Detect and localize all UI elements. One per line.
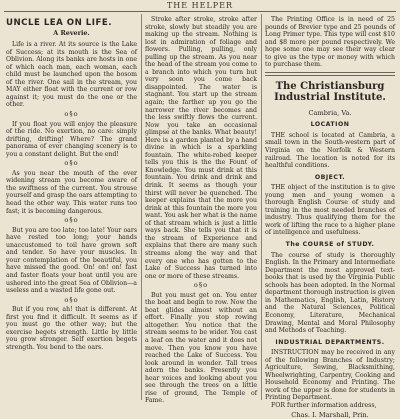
section-heading-industrial: INDUSTRIAL DEPARTMENTS. (275, 338, 385, 346)
masthead: THE HELPER (166, 1, 234, 10)
double-rule (265, 72, 395, 76)
middle-column (145, 16, 257, 405)
paragraph: As you near the mouth of the ever widening stream you become aware of the swiftness of the current. You strouse yourself and grasp the oars attempting to head the other way. This water runs too fast; it is becoming dangerous. (6, 169, 137, 215)
separator: o§o (64, 295, 79, 304)
separator: o§o (193, 281, 209, 290)
separator: o§o (64, 159, 79, 168)
left-column (6, 14, 137, 400)
paragraph: If you float you will enjoy the pleasure of the ride. No exertion, no care: simply drifting, drifting! Where? The grand panorama of ever changing scenery is to you a constant delight. But the end! (6, 120, 137, 158)
notice-paragraph: The Printing Office is in need of 25 pounds of Brevier type and 25 pounds of Long Primer type. This type will cost $10 and $8 more per pound respectively. We hope some one may see their way clear to give us the type or money with which to purchase them. (265, 16, 395, 69)
section-heading-course: The COURSE of STUDY. (285, 241, 375, 249)
section-heading-location: LOCATION (310, 121, 350, 129)
place: Cambria, Va. (308, 108, 352, 117)
section-heading-object: OBJECT. (314, 173, 346, 181)
paragraph: But you are too late; too late! Your oars have rested too long; your hands unaccustomed to toil have grown soft and tender. So have your muscles. In your contemplation of the beautiful, you have missed the good. On! on! on! fast and faster floats your boat until you are ushered into the great Sea of Oblivion—a useless and a wasted life gone out. (6, 226, 137, 295)
separator: o§o (64, 216, 79, 225)
paragraph: Stroke after stroke, stroke after stroke, slowly but steadily you are making up the stream. Nothing is lost in admiration of foliage and flowers. Pulling, pulling, only pulling up the stream. As you near the head of the stream you come to a branch into which you turn but very soon you come back disappointed. The water is stagnant. You start up the stream again; the farther up you go the narrower the river becomes and the less swiftly flows the current. Now you take an occasional glimpse at the banks. What beauty! Here is a garden planted by a hand divine in which is a sparkling fountain. The white-robed keeper tells you this is the the Fount of Knowledge. You must drink at this fountain. You drink and drink and drink. It seems as though your thirst will never be quenched. The keeper explains that the more you drink at this fountain the more you want. You ask her what is the name of that stream which is just a little ways back. She tells you that it is the stream of Experience and explains that there are many such streams along the way and that every one who has gotten to the Lake of Success has turned into one or more of these streams. (145, 16, 257, 280)
further-info: FOR further information address, (271, 401, 377, 409)
signature: Chas. I. Marshall, Prin. (291, 410, 369, 419)
paragraph: But if you row, ah! that is different. At first you find it difficult. It seems as if you must go the other way; but the exercise begets strength. Little by little you grow stronger. Self exertion begets strength. You bend to the oars. (6, 306, 137, 351)
paragraph: The course of study is thoroughly English. In the Primary and Intermediate Department the most approved text-books that is used by the Virginia Public schools has been adopted. In the Normal department thorough instruction is given in Mathematics, English, Latin, History and the Natural Sciences, Political Economy, Literature, Mechanical Drawing, Mental and Moral Philosophy and Methods of Teaching. (265, 251, 395, 335)
article-title: UNCLE LEA ON LIFE. (6, 18, 112, 28)
paragraph: THE object of the institution is to give young men and young women a thorough English Course of study and training in the most needed branches of industry. Thus qualifying them for the work of lifting the race to a higher plane of intelligence and usefulness. (265, 184, 395, 237)
masthead-rule (4, 11, 396, 12)
column-divider-left (141, 14, 142, 400)
separator: o§o (64, 110, 79, 119)
paragraph: THE school is located at Cambria, a small town in the South-western part of Virginia on the Norfolk & Western railroad. The location is noted for its healthful conditions. (265, 131, 395, 170)
column-divider-right (261, 14, 262, 400)
paragraph: But you must get on. You enter the boat and begin to row. Now the boat glides almost without an effort. Finally you stop rowing altogether. You notice that the stream seems to be wider. You cast a leaf on the water and it does not move. Then you know you have reached the Lake of Success. You look around in wonder. Tall trees adorn the banks. Presently you hear voices and looking about you see through the trees on a little rise of ground, The Temple of Fame. (145, 291, 257, 405)
paragraph: INSTRUCTION may be received in any of the following Branches of Industry; Agriculture, Sewing, Blacksmithing, Wheelwrighting, Carpentry, Cooking and Household Economy and Printing. The work of the upper is done for students in Printing Department. (265, 349, 395, 402)
paragraph: Life is a river. At its source is the Lake of Success; at its mouth is the Sea of Oblivion. Along its banks are hosts in one of which each man, each woman, each child must be launched upon the bosom of the river. One sail in the stream, you MAY either float with the current or row against it; you must do the one or the other. (6, 41, 137, 109)
article-subtitle: A Reverie. (53, 28, 90, 37)
right-column (265, 16, 395, 419)
school-name: The Christiansburg Industrial Institute. (274, 80, 386, 104)
